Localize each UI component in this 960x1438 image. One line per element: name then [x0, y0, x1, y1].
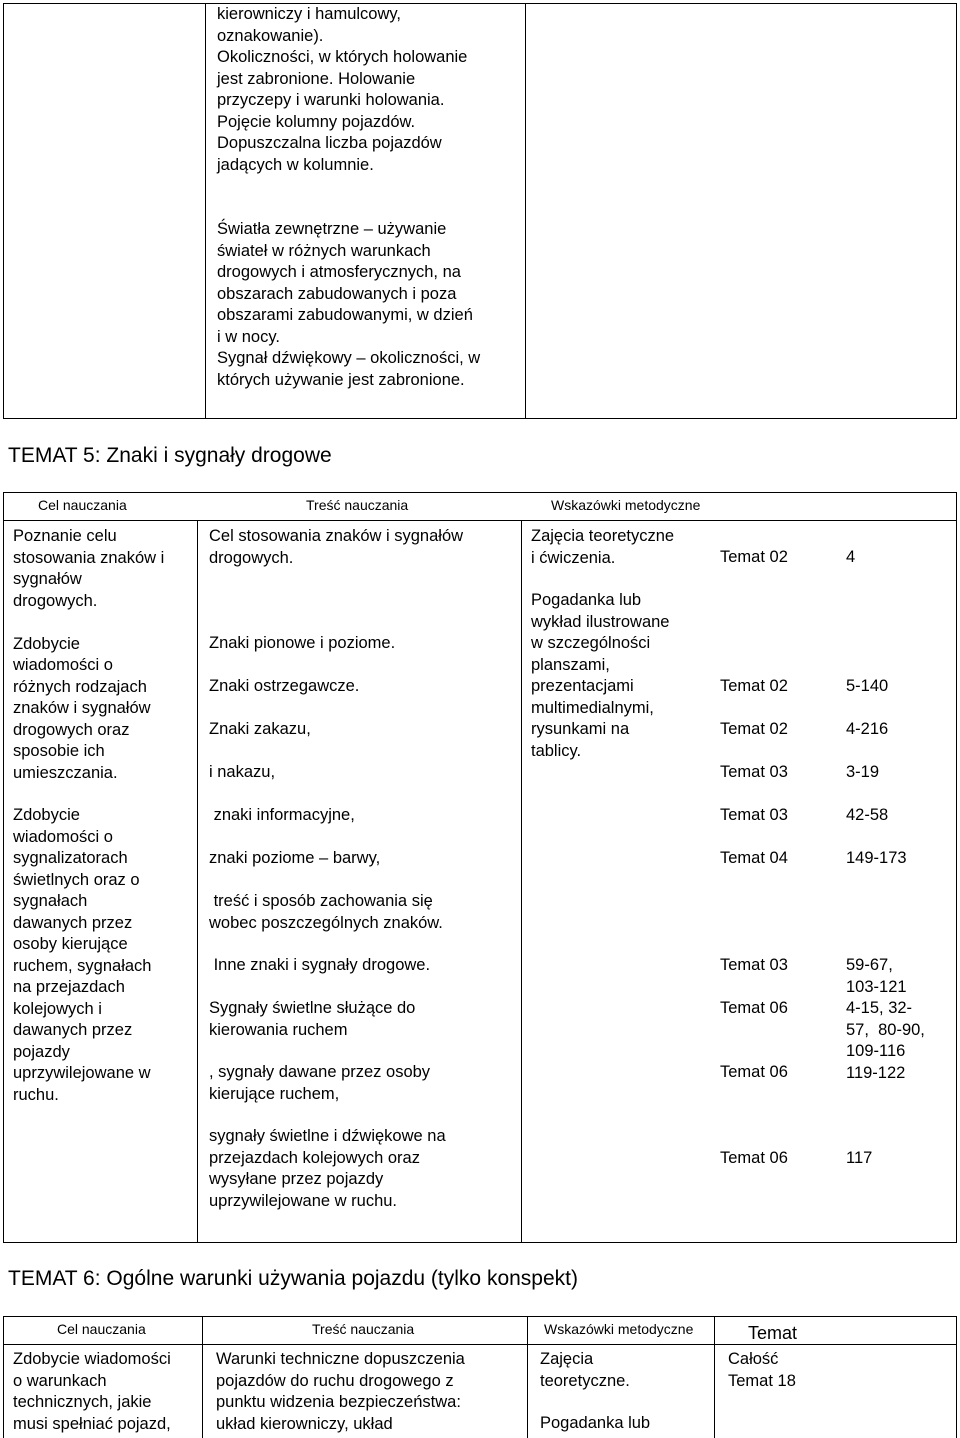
- column-divider: [202, 1316, 203, 1438]
- header-divider: [3, 520, 957, 521]
- temat-ref: Temat 06: [720, 1149, 788, 1167]
- header-cel: Cel nauczania: [38, 497, 127, 513]
- tresc-cell: Warunki techniczne dopuszczenia pojazdów do ruchu drogowego z punktu widzenia bezpieczeństwa: układ kierowniczy, układ: [216, 1350, 465, 1433]
- table-divider: [205, 3, 206, 419]
- table-border-right: [956, 3, 957, 419]
- tresc-item: Inne znaki i sygnały drogowe.: [209, 956, 431, 974]
- cel-cell-2: Zdobycie wiadomości o sygnalizatorach świetlnych oraz o sygnałach dawanych przez osoby kierujące ruchem, sygnałach na przejazdach kolejowych i dawanych przez pojazdy uprzywilejowane w ruchu.: [13, 806, 152, 1104]
- page-ref: 5-140: [846, 677, 889, 695]
- wskazowki-cell-1: Zajęcia teoretyczne.: [540, 1350, 630, 1390]
- header-tresc: Treść nauczania: [306, 497, 409, 513]
- temat-ref: Temat 06: [720, 999, 788, 1017]
- table-divider: [525, 3, 526, 419]
- tresc-item: znaki poziome – barwy,: [209, 849, 381, 867]
- tresc-item: , sygnały dawane przez osoby kierujące ruchem,: [209, 1063, 431, 1103]
- page-ref: 4: [846, 548, 856, 566]
- table-border-right: [956, 1316, 957, 1438]
- temat-ref: Temat 04: [720, 849, 788, 867]
- temat-ref: Temat 02: [720, 677, 788, 695]
- tresc-item: Cel stosowania znaków i sygnałów drogowych.: [209, 527, 464, 567]
- table-border-left: [3, 3, 4, 419]
- table-border-bottom: [3, 1242, 957, 1243]
- temat6-title: TEMAT 6: Ogólne warunki używania pojazdu (tylko konspekt): [8, 1267, 578, 1290]
- tresc-item: znaki informacyjne,: [209, 806, 355, 824]
- table-border-bottom: [3, 418, 957, 419]
- tresc-item: Znaki zakazu,: [209, 720, 311, 738]
- wskazowki-cell-2: Pogadanka lub wykład ilustrowane w szczególności planszami, prezentacjami multimedialnymi, rysunkami na tablicy.: [531, 591, 670, 760]
- temat-ref: Temat 03: [720, 763, 788, 781]
- header-wskazowki: Wskazówki metodyczne: [544, 1321, 694, 1337]
- page-ref: 149-173: [846, 849, 907, 867]
- column-divider: [197, 520, 198, 1242]
- tresc-item: treść i sposób zachowania się wobec poszczególnych znaków.: [209, 892, 443, 932]
- temat-ref: Temat 02: [720, 720, 788, 738]
- column-divider: [714, 1316, 715, 1438]
- table-border-left: [3, 1316, 4, 1438]
- temat5-title: TEMAT 5: Znaki i sygnały drogowe: [8, 444, 332, 467]
- column-divider: [521, 520, 522, 1242]
- column-divider: [527, 1316, 528, 1438]
- page-ref: 3-19: [846, 763, 880, 781]
- temat-ref: Temat 02: [720, 548, 788, 566]
- tresc-item: i nakazu,: [209, 763, 276, 781]
- page-ref: 4-216: [846, 720, 889, 738]
- top-middle-text: kierowniczy i hamulcowy, oznakowanie). Okoliczności, w których holowanie jest zabronione. Holowanie przyczepy i warunki holowania. Pojęcie kolumny pojazdów. Dopuszczalna liczba pojazdów jadących w kolumnie. Światła zewnętrzne – używanie świateł w różnych warunkach drogowych i atmosferycznych, na obszarach zabudowanych i poza obszarami zabudowanymi, w dzień i w nocy. Sygnał dźwiękowy – okoliczności, w których używanie jest zabronione.: [217, 5, 481, 389]
- cel-cell: Zdobycie wiadomości o warunkach technicznych, jakie musi spełniać pojazd,: [13, 1350, 171, 1433]
- tresc-item: sygnały świetlne i dźwiękowe na przejazdach kolejowych oraz wysyłane przez pojazdy uprzywilejowane w ruchu.: [209, 1127, 446, 1210]
- header-tresc: Treść nauczania: [312, 1321, 415, 1337]
- table-border-left: [3, 492, 4, 1243]
- page-ref: 59-67, 103-121 4-15, 32- 57, 80-90, 109-116 119-122: [846, 956, 925, 1082]
- tresc-item: Znaki pionowe i poziome.: [209, 634, 396, 652]
- temat-ref: Temat 03: [720, 806, 788, 824]
- header-temat: Temat: [748, 1323, 798, 1343]
- table-border-top: [3, 492, 957, 493]
- page-ref: 117: [846, 1149, 873, 1167]
- header-divider: [3, 1344, 957, 1345]
- temat-ref: Temat 03: [720, 956, 788, 974]
- temat-cell: Całość Temat 18: [728, 1350, 796, 1390]
- wskazowki-cell-1: Zajęcia teoretyczne i ćwiczenia.: [531, 527, 675, 567]
- cel-cell-1: Poznanie celu stosowania znaków i sygnałów drogowych. Zdobycie wiadomości o różnych rodzajach znaków i sygnałów drogowych oraz sposobie ich umieszczania.: [13, 527, 165, 782]
- header-cel: Cel nauczania: [57, 1321, 146, 1337]
- tresc-item: Sygnały świetlne służące do kierowania ruchem: [209, 999, 416, 1039]
- header-wskazowki: Wskazówki metodyczne: [551, 497, 701, 513]
- temat-ref: Temat 06: [720, 1063, 788, 1081]
- wskazowki-cell-2: Pogadanka lub: [540, 1414, 651, 1432]
- page-ref: 42-58: [846, 806, 889, 824]
- table-border-right: [956, 492, 957, 1243]
- tresc-item: Znaki ostrzegawcze.: [209, 677, 360, 695]
- table-border-top: [3, 1316, 957, 1317]
